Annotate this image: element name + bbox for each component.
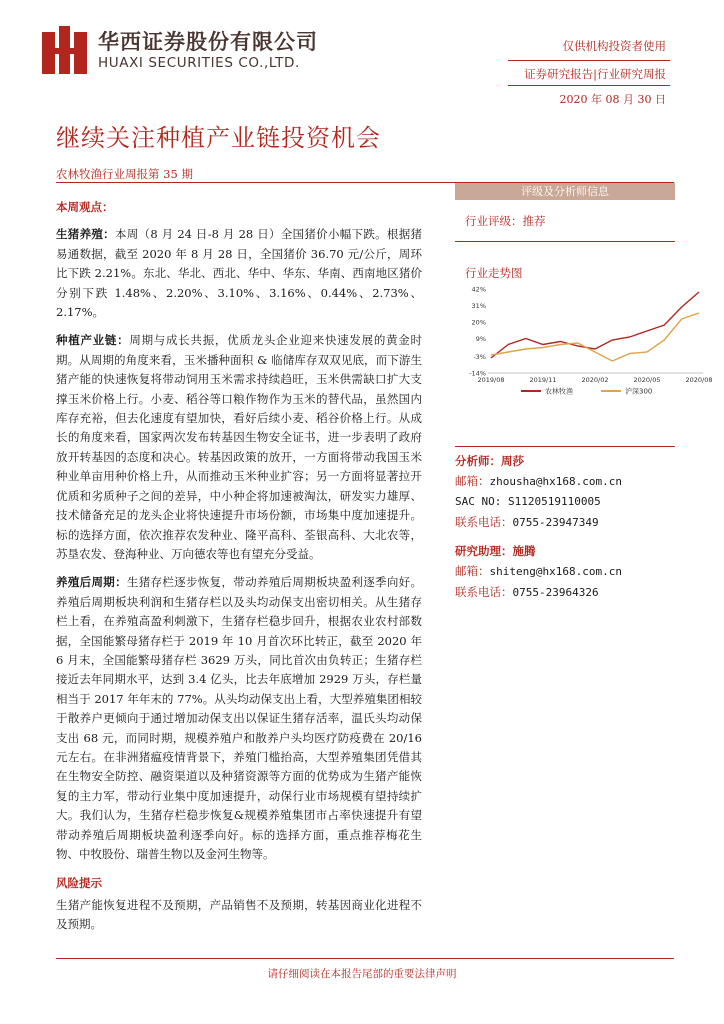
x-tick-label: 2020/02 [581,376,609,384]
legend-label: 农林牧渔 [545,387,573,396]
industry-rating: 行业评级：推荐 [465,214,546,228]
industry-trend-chart [455,283,713,428]
header-divider [508,85,670,86]
x-tick-label: 2019/11 [529,376,557,384]
paragraph-planting-chain [56,331,422,564]
y-tick-label: 9% [475,335,486,343]
report-subtitle: 农林牧渔行业周报第 35 期 [56,167,193,181]
series-line [491,292,699,358]
phone-label: 联系电话： [455,515,513,529]
report-body [56,198,422,944]
email-label: 邮箱： [455,474,490,488]
analyst-2-phone-row [455,582,695,603]
series-line [491,313,699,361]
analyst-2-email-row [455,561,695,582]
paragraph-text: 本周（8 月 24 日-8 月 28 日）全国猪价小幅下跌。根据猪易通数据，截至 2020 年 8 月 28 日，全国猪价 36.70 元/公斤，周环比下跌 2.21%。东北、华北、西北、华中、华东、华南、西南地区猪价分别下跌 1.48%、2.20%、3.10%、3.16%、0.44%、2.73%、2.17%。 [56,227,423,320]
paragraph-post-cycle [56,573,422,864]
company-name-en: HUAXI SECURITIES CO.,LTD. [98,55,300,71]
paragraph-pig-farming [56,225,422,322]
y-tick-label: -3% [473,353,486,361]
y-tick-label: 20% [471,318,486,327]
y-tick-label: 31% [471,302,486,310]
analyst-1-phone: 0755-23947349 [512,516,599,529]
analyst-1-sac: SAC NO: S1120519110005 [455,495,601,508]
analyst-2-role: 研究助理：施腾 [455,544,536,558]
legend-label: 沪深300 [625,387,653,396]
series-lines [491,292,699,361]
huaxi-logo-icon [42,26,90,74]
x-tick-label: 2020/05 [633,376,661,384]
legal-notice: 请仔细阅读在本报告尾部的重要法律声明 [267,968,457,980]
risk-heading: 风险提示 [56,876,102,891]
sidebar-divider [455,241,675,242]
company-name-cn: 华西证券股份有限公司 [98,30,318,54]
x-tick-label: 2019/08 [477,376,505,384]
y-tick-label: 42% [471,285,486,294]
analyst-2-email[interactable]: shiteng@hx168.com.cn [489,565,622,578]
y-axis-labels [469,286,486,378]
risk-text: 生猪产能恢复进程不及预期，产品销售不及预期，转基因商业化进程不及预期。 [56,897,422,932]
analyst-1-email-row [455,471,695,492]
paragraph-lead: 养殖后周期： [56,575,127,590]
paragraph-lead: 种植产业链： [56,333,130,348]
footer-divider [56,958,674,959]
trend-chart-title: 行业走势图 [465,266,523,280]
paragraph-text: 生猪存栏逐步恢复，带动养殖后周期板块盈利逐季向好。养殖后周期板块利润和生猪存栏以及头均动保支出密切相关。从生猪存栏上看，在养殖高盈利刺激下，生猪存栏稳步回升，根据农业农村部数据，全国能繁母猪存栏于 2019 年 10 月首次环比转正，截至 2020 年 6 月末，全国能繁母猪存栏 3629 万头，同比首次由负转正；生猪存栏接近去年同期水平，达到 3.4 亿头，比去年底增加 2929 万头，存栏量相当于 2017 年年末的 77%。从头均动保支出上看，大型养殖集团相较于散养户更倾向于通过增加动保支出以保证生猪存活率，温氏头均动保支出 68 元，而同时期，规模养殖户和散养户头均医疗防疫费在 20/16 元左右。在非洲猪瘟疫情背景下，养殖门槛抬高，大型养殖集团凭借其在生物安全防控、融资渠道以及种猪资源等方面的优势成为生猪产能恢复的主力军，带动行业集中度加速提升，动保行业市场规模有望持续扩大。我们认为，生猪存栏稳步恢复&规模养殖集团市占率快速提升有望带动养殖后周期板块盈利逐季向好。标的选择方面，重点推荐梅花生物、中牧股份、瑞普生物以及金河生物等。 [56,575,423,861]
analyst-2-phone: 0755-23964326 [512,586,599,599]
sidebar-divider [455,446,675,447]
paragraph-text: 周期与成长共振，优质龙头企业迎来快速发展的黄金时期。从周期的角度来看，玉米播种面积 & 临储库存双双见底，而下游生猪产能的快速恢复将带动饲用玉米需求持续趋旺，玉米供需缺口扩大支撑玉米价格上行。小麦、稻谷等口粮作物作为玉米的替代品，虽然国内库存充裕，但去化速度有望加快，看好后续小麦、稻谷价格上行。从成长的角度来看，国家两次发布转基因生物安全证书，进一步表明了政府放开转基因的态度和决心。转基因政策的放开，一方面将带动我国玉米种业单亩用种价格上升，从而推动玉米种业扩容；另一方面将显著拉开优质和劣质种子之间的差异，中小种企将加速被淘汰，研发实力雄厚、技术储备充足的龙头企业将快速提升市场份额，市场集中度加速提升。标的选择方面，依次推荐农发种业、隆平高科、荃银高科、大北农等，苏垦农发、登海种业、万向德农等也有望充分受益。 [56,333,423,561]
y-tick-label: -14% [469,369,486,378]
x-tick-label: 2020/08 [685,376,713,384]
email-label: 邮箱： [455,564,490,578]
report-category: 证券研究报告|行业研究周报 [524,67,666,81]
rating-header: 评级及分析师信息 [455,183,675,200]
section-heading: 本周观点： [56,200,114,214]
header-divider [508,60,670,61]
investor-notice: 仅供机构投资者使用 [562,39,666,53]
analyst-info [455,451,695,603]
analyst-1-email[interactable]: zhousha@hx168.com.cn [489,475,622,488]
report-date: 2020 年 08 月 30 日 [559,93,666,106]
paragraph-lead: 生猪养殖： [56,227,115,242]
analyst-sidebar [455,183,713,599]
report-title: 继续关注种植产业链投资机会 [56,124,381,152]
x-axis-labels [477,376,712,384]
chart-legend [521,387,652,396]
analyst-1-phone-row [455,512,695,533]
phone-label: 联系电话： [455,585,513,599]
analyst-1-role: 分析师：周莎 [455,454,524,468]
